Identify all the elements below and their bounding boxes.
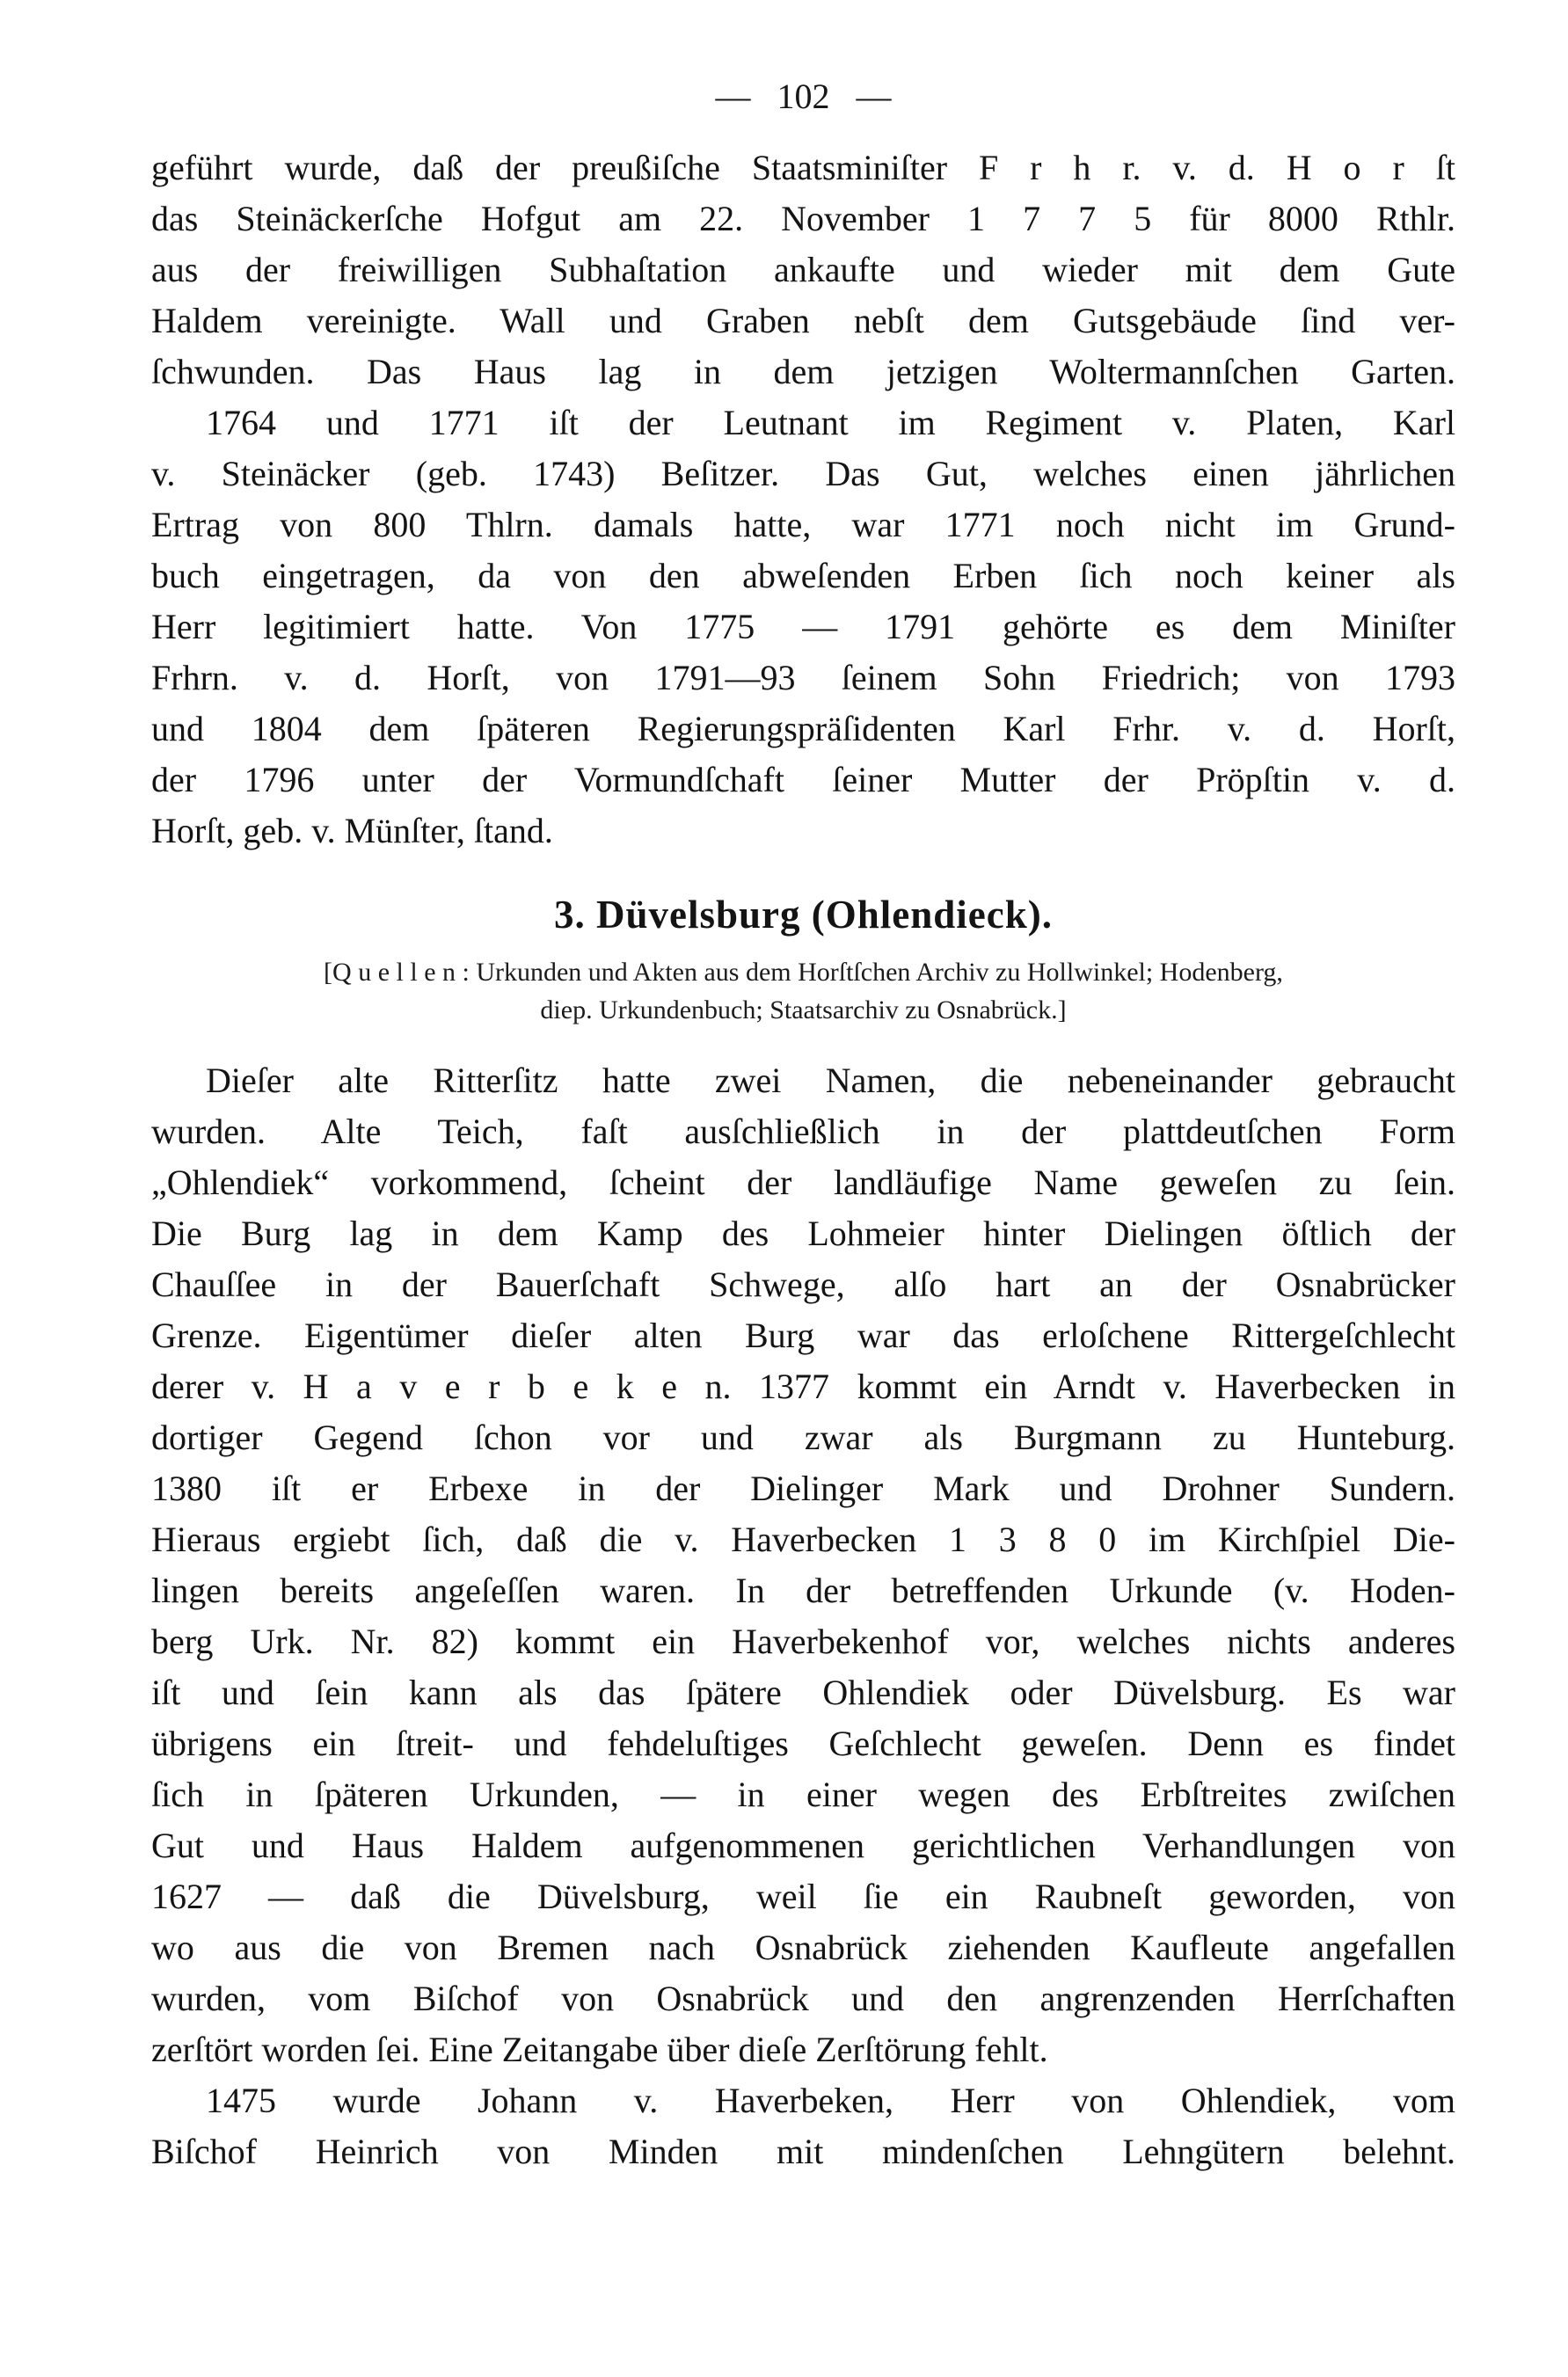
text-line: Horſt, geb. v. Münſter, ſtand. xyxy=(151,811,553,850)
text-line: zerſtört worden ſei. Eine Zeitangabe über dieſe Zerſtörung fehlt. xyxy=(151,2030,1048,2069)
text-line: iſt und ſein kann als das ſpätere Ohlendiek oder Düvelsburg. Es war xyxy=(151,1673,1455,1712)
text-line: dortiger Gegend ſchon vor und zwar als Burgmann zu Hunteburg. xyxy=(151,1418,1455,1457)
text-line: „Ohlendiek“ vorkommend, ſcheint der landläufige Name geweſen zu ſein. xyxy=(151,1163,1455,1202)
text-line: v. Steinäcker (geb. 1743) Beſitzer. Das Gut, welches einen jährlichen xyxy=(151,454,1455,493)
text-line: Herr legitimiert hatte. Von 1775 — 1791 gehörte es dem Miniſter xyxy=(151,607,1455,646)
text-line: Haldem vereinigte. Wall und Graben nebſt dem Gutsgebäude ſind ver- xyxy=(151,301,1455,340)
text-line: geführt wurde, daß der preußiſche Staatsminiſter F r h r. v. d. H o r ſt xyxy=(151,148,1455,187)
text-line: Gut und Haus Haldem aufgenommenen gerichtlichen Verhandlungen von xyxy=(151,1826,1455,1865)
text-line: das Steinäckerſche Hofgut am 22. November 1 7 7 5 für 8000 Rthlr. xyxy=(151,199,1455,238)
text-line: berg Urk. Nr. 82) kommt ein Haverbekenhof vor, welches nichts anderes xyxy=(151,1622,1455,1661)
text-column xyxy=(151,142,1455,2177)
header-dash-right: — xyxy=(856,77,892,116)
text-line: Ertrag von 800 Thlrn. damals hatte, war 1771 noch nicht im Grund- xyxy=(151,505,1455,544)
page-header xyxy=(151,76,1455,118)
text-line: Chauſſee in der Bauerſchaft Schwege, alſo hart an der Osnabrücker xyxy=(151,1265,1455,1304)
text-line: ſchwunden. Das Haus lag in dem jetzigen Woltermannſchen Garten. xyxy=(151,352,1455,391)
text-line: und 1804 dem ſpäteren Regierungspräſidenten Karl Frhr. v. d. Horſt, xyxy=(151,709,1455,748)
text-line: Die Burg lag in dem Kamp des Lohmeier hinter Dielingen öſtlich der xyxy=(151,1214,1455,1253)
text-line: 1475 wurde Johann v. Haverbeken, Herr von Ohlendiek, vom xyxy=(206,2081,1455,2120)
text-line: 1764 und 1771 iſt der Leutnant im Regiment v. Platen, Karl xyxy=(206,403,1455,442)
text-line: übrigens ein ſtreit- und fehdeluſtiges Geſchlecht geweſen. Denn es findet xyxy=(151,1724,1455,1763)
text-line: Dieſer alte Ritterſitz hatte zwei Namen, die nebeneinander gebraucht xyxy=(206,1061,1455,1100)
text-line: wurden, vom Biſchof von Osnabrück und den angrenzenden Herrſchaften xyxy=(151,1979,1455,2018)
text-line: wo aus die von Bremen nach Osnabrück ziehenden Kaufleute angefallen xyxy=(151,1928,1455,1967)
section-heading: 3. Düvelsburg (Ohlendieck). xyxy=(553,893,1054,937)
text-line: Grenze. Eigentümer dieſer alten Burg war das erloſchene Rittergeſchlecht xyxy=(151,1316,1455,1355)
text-line: der 1796 unter der Vormundſchaft ſeiner Mutter der Pröpſtin v. d. xyxy=(151,760,1455,799)
source-line: [Q u e l l e n : Urkunden und Akten aus dem Horſtſchen Archiv zu Hollwinkel; Hodenberg, xyxy=(324,958,1283,987)
text-line: 1380 iſt er Erbexe in der Dielinger Mark und Drohner Sundern. xyxy=(151,1469,1455,1508)
text-line: lingen bereits angeſeſſen waren. In der betreffenden Urkunde (v. Hoden- xyxy=(151,1571,1455,1610)
text-line: wurden. Alte Teich, faſt ausſchließlich in der plattdeutſchen Form xyxy=(151,1112,1455,1151)
text-line: Biſchof Heinrich von Minden mit mindenſchen Lehngütern belehnt. xyxy=(151,2132,1455,2171)
text-line: ſich in ſpäteren Urkunden, — in einer wegen des Erbſtreites zwiſchen xyxy=(151,1775,1455,1814)
source-note xyxy=(151,953,1455,1029)
text-line: 1627 — daß die Düvelsburg, weil ſie ein Raubneſt geworden, von xyxy=(151,1877,1455,1916)
page-number: 102 xyxy=(777,77,830,116)
source-line: diep. Urkundenbuch; Staatsarchiv zu Osnabrück.] xyxy=(540,995,1067,1024)
text-line: buch eingetragen, da von den abweſenden Erben ſich noch keiner als xyxy=(151,556,1455,595)
text-line: derer v. H a v e r b e k e n. 1377 kommt ein Arndt v. Haverbecken in xyxy=(151,1367,1455,1406)
text-line: Frhrn. v. d. Horſt, von 1791—93 ſeinem Sohn Friedrich; von 1793 xyxy=(151,658,1455,697)
header-dash-left: — xyxy=(715,77,751,116)
text-line: Hieraus ergiebt ſich, daß die v. Haverbecken 1 3 8 0 im Kirchſpiel Die- xyxy=(151,1520,1455,1559)
text-line: aus der freiwilligen Subhaſtation ankaufte und wieder mit dem Gute xyxy=(151,250,1455,289)
